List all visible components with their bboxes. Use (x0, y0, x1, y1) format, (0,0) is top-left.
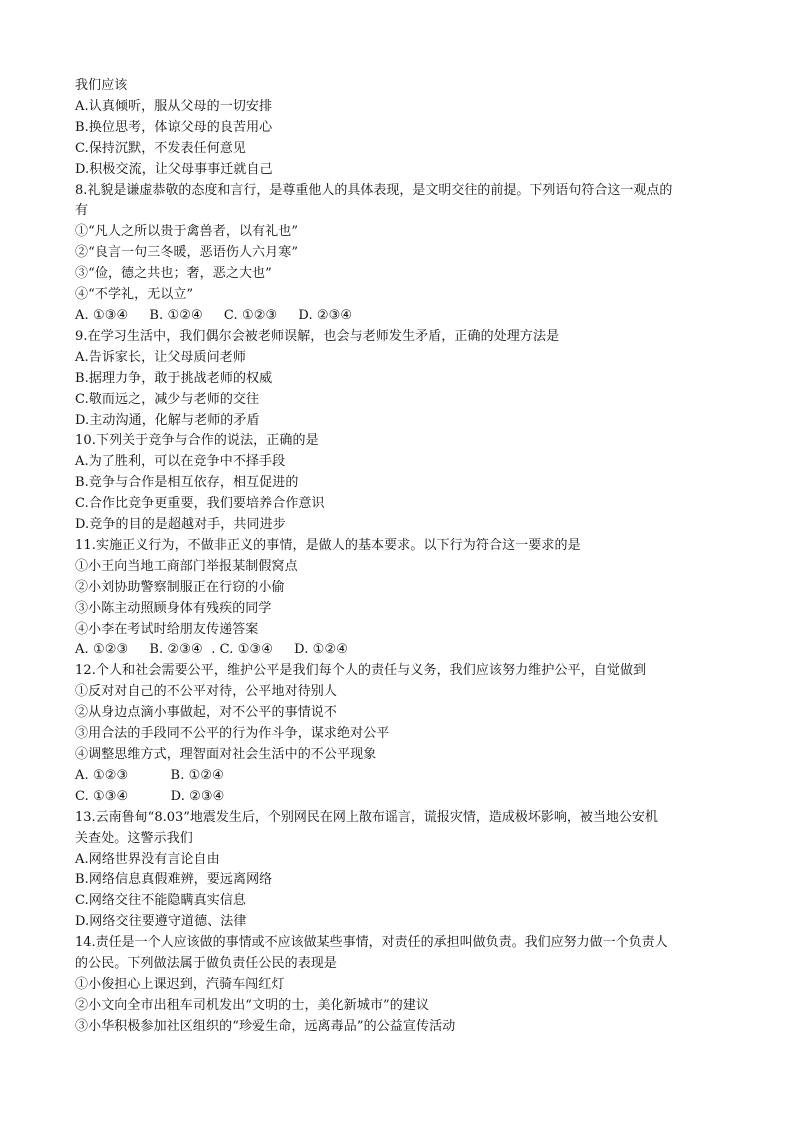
option-d: D.主动沟通，化解与老师的矛盾 (75, 412, 260, 428)
option-d: D.网络交往要遵守道德、法律 (75, 914, 247, 930)
option-b: B.据理力争，敢于挑战老师的权威 (75, 370, 273, 386)
option-a: A.告诉家长，让父母质问老师 (75, 349, 246, 365)
statement-3: ③小华积极参加社区组织的“珍爱生命，远离毒品”的公益宣传活动 (75, 1018, 456, 1034)
question-11: 11.实施正义行为，不做非正义的事情，是做人的基本要求。以下行为符合这一要求的是 (75, 537, 581, 553)
statement-1: ①小王向当地工商部门举报某制假窝点 (75, 558, 298, 574)
statement-2: ②“良言一句三冬暖，恶语伤人六月寒” (75, 245, 299, 261)
question-8-cont: 有 (75, 203, 89, 219)
answer-choices-row-2: C. ①③④ D. ②③④ (75, 788, 225, 804)
statement-2: ②从身边点滴小事做起，对不公平的事情说不 (75, 705, 338, 721)
answer-choices: A. ①③④ B. ①②④ C. ①②③ D. ②③④ (75, 307, 353, 323)
statement-4: ④小李在考试时给朋友传递答案 (75, 621, 259, 637)
option-b: B.竞争与合作是相互依存，相互促进的 (75, 475, 299, 491)
statement-4: ④调整思维方式，理智面对社会生活中的不公平现象 (75, 747, 377, 762)
statement-4: ④“不学礼，无以立” (75, 287, 194, 303)
option-c: C.保持沉默，不发表任何意见 (75, 140, 247, 156)
statement-3: ③用合法的手段同不公平的行为作斗争，谋求绝对公平 (75, 726, 390, 742)
answer-choices: A. ①②③ B. ②③④ . C. ①③④ D. ①②④ (75, 642, 348, 658)
text-line: 我们应该 (75, 78, 128, 93)
question-9: 9.在学习生活中，我们偶尔会被老师误解，也会与老师发生矛盾，正确的处理方法是 (75, 328, 560, 344)
question-14: 14.责任是一个人应该做的事情或不应该做某些事情，对责任的承担叫做负责。我们应努力做一个负责人 (75, 935, 668, 951)
question-14-cont: 的公民。下列做法属于做负责任公民的表现是 (75, 956, 338, 972)
option-c: C.网络交往不能隐瞒真实信息 (75, 893, 247, 909)
option-b: B.换位思考，体谅父母的良苦用心 (75, 119, 273, 135)
option-b: B.网络信息真假难辨，要远离网络 (75, 872, 273, 888)
statement-1: ①反对对自己的不公平对待，公平地对待别人 (75, 684, 338, 700)
statement-1: ①小俊担心上课迟到，汽骑车闯红灯 (75, 976, 285, 992)
statement-3: ③“俭，德之共也；奢，恶之大也” (75, 266, 272, 282)
statement-2: ②小文向全市出租车司机发出“文明的士，美化新城市”的建议 (75, 997, 430, 1013)
question-12: 12.个人和社会需要公平，维护公平是我们每个人的责任与义务，我们应该努力维护公平，自觉做到 (75, 663, 647, 679)
question-10: 10.下列关于竞争与合作的说法，正确的是 (75, 433, 319, 449)
option-a: A.认真倾听，服从父母的一切安排 (75, 98, 273, 114)
answer-choices-row-1: A. ①②③ B. ①②④ (75, 767, 224, 783)
option-a: A.为了胜利，可以在竞争中不择手段 (75, 454, 286, 470)
question-13: 13.云南鲁甸“8.03”地震发生后，个别网民在网上散布谣言，谎报灾情，造成极坏影响，被当地公安机 (75, 809, 658, 825)
question-13-cont: 关查处。这警示我们 (75, 830, 193, 846)
exam-page (75, 76, 735, 1038)
option-c: C.敬而远之，减少与老师的交往 (75, 391, 260, 407)
question-8: 8.礼貌是谦虚恭敬的态度和言行，是尊重他人的具体表现，是文明交往的前提。下列语句符合这一观点的 (75, 182, 673, 198)
option-d: D.积极交流，让父母事事迁就自己 (75, 161, 273, 177)
statement-3: ③小陈主动照顾身体有残疾的同学 (75, 600, 272, 616)
option-d: D.竞争的目的是超越对手，共同进步 (75, 517, 286, 533)
option-a: A.网络世界没有言论自由 (75, 851, 220, 867)
statement-1: ①“凡人之所以贵于禽兽者，以有礼也” (75, 224, 299, 240)
statement-2: ②小刘协助警察制服正在行窃的小偷 (75, 579, 285, 595)
option-c: C.合作比竞争更重要，我们要培养合作意识 (75, 496, 325, 512)
